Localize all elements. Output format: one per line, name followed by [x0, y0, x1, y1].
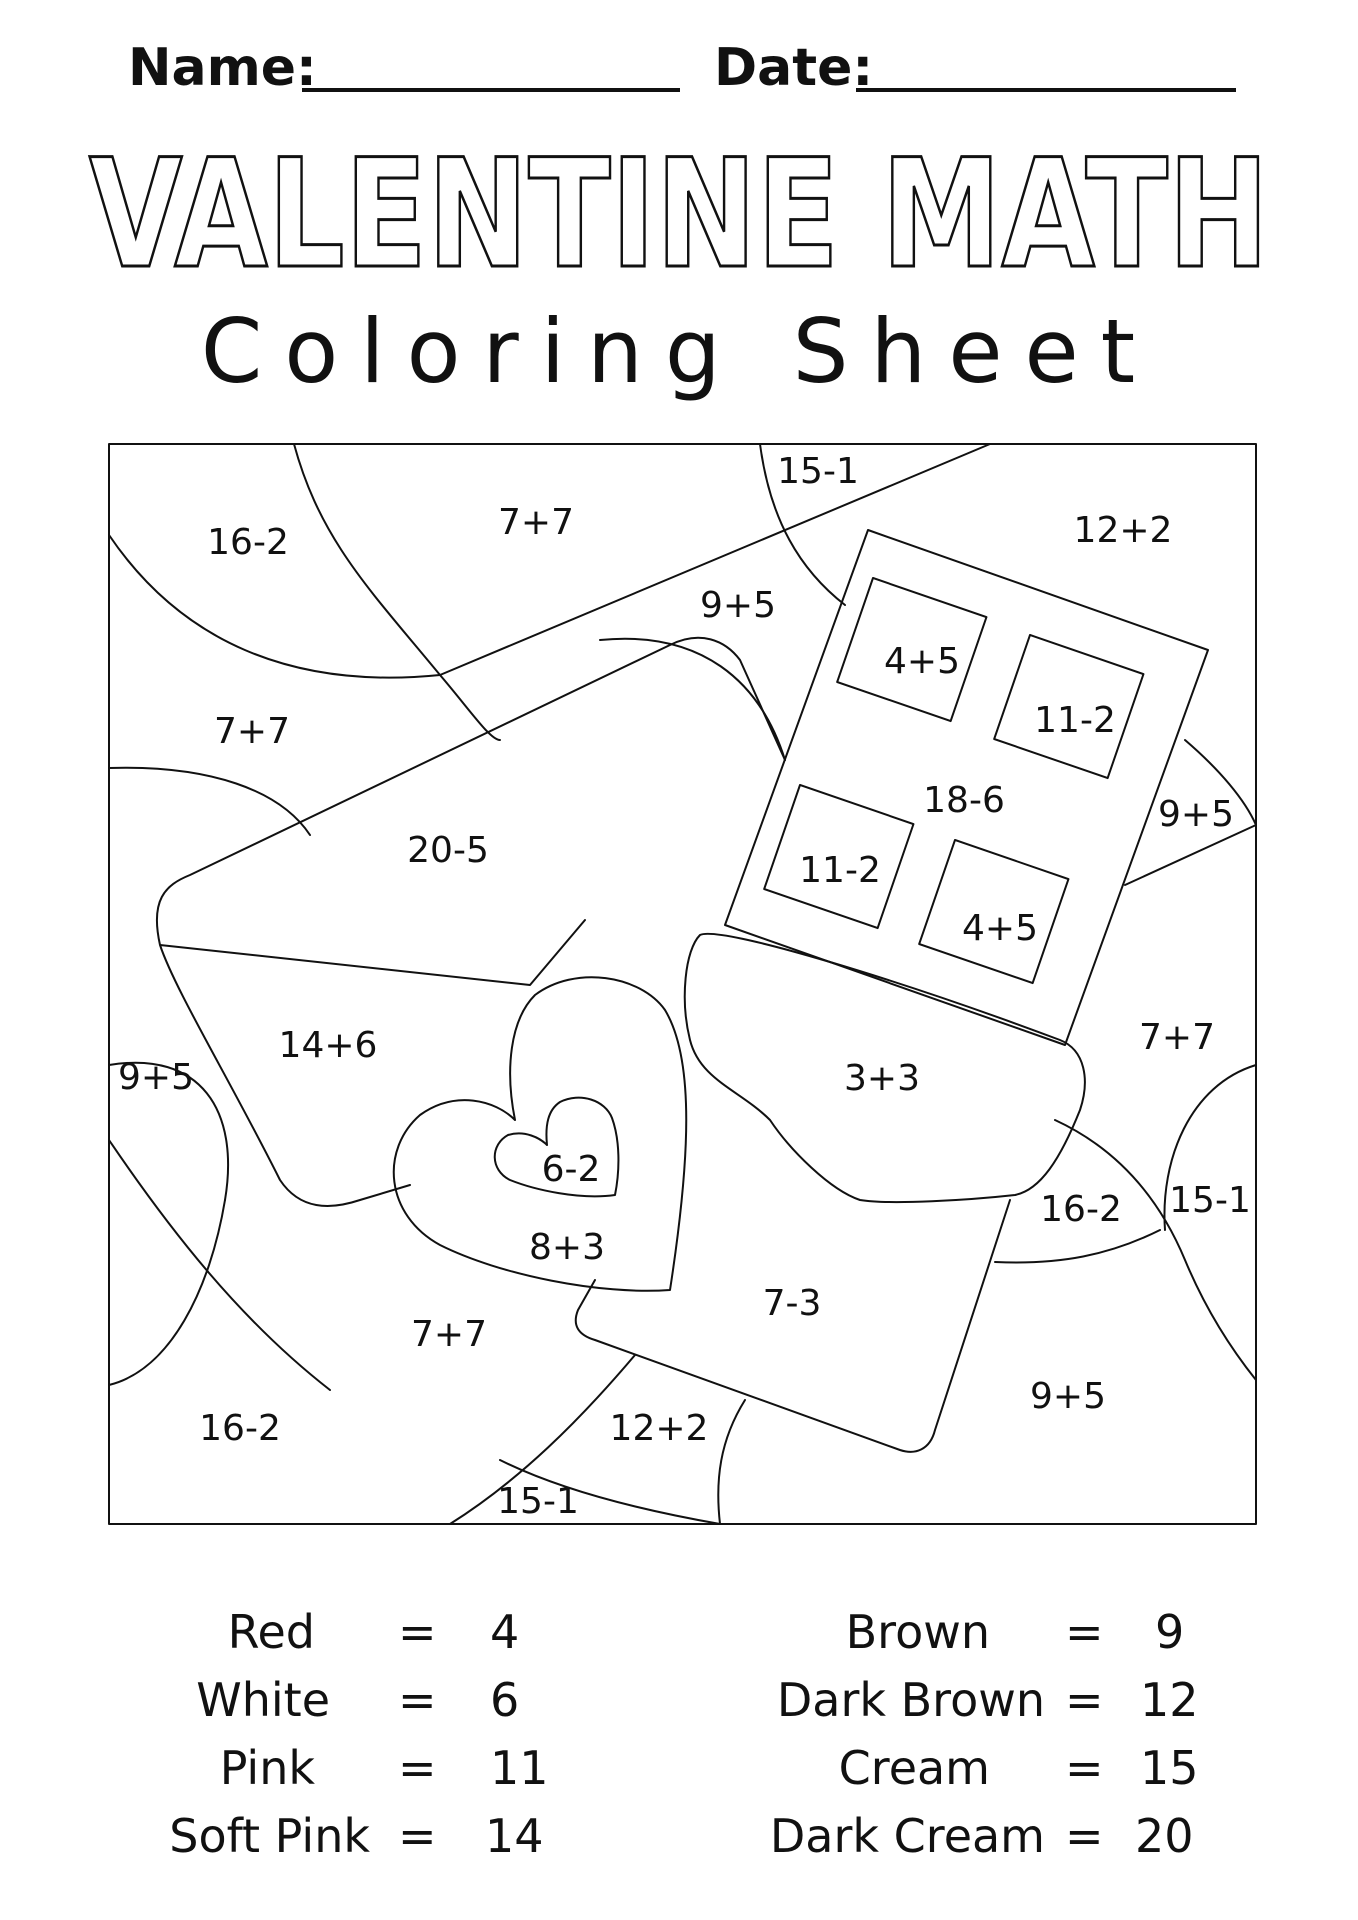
legend-value: 11 [490, 1741, 549, 1795]
region-equation: 16-2 [1040, 1189, 1122, 1230]
legend-item [0, 1673, 1358, 1733]
legend-color: White [196, 1673, 330, 1727]
region-equation: 9+5 [1030, 1376, 1106, 1417]
page-subtitle: Coloring Sheet [200, 300, 1158, 403]
legend-value: 15 [1140, 1741, 1199, 1795]
region-line [1055, 1120, 1256, 1380]
legend-value: 20 [1135, 1809, 1194, 1863]
region-equation: 16-2 [207, 522, 289, 563]
legend-equals: = [398, 1673, 437, 1727]
legend-value: 6 [490, 1673, 520, 1727]
region-line [109, 768, 310, 835]
legend-equals: = [398, 1809, 437, 1863]
region-equation: 8+3 [529, 1227, 605, 1268]
legend-color: Soft Pink [169, 1809, 370, 1863]
legend-value: 4 [490, 1605, 520, 1659]
region-equation: 4+5 [962, 908, 1038, 949]
legend-value: 12 [1140, 1673, 1199, 1727]
legend-equals: = [1065, 1673, 1104, 1727]
legend-item [0, 1605, 1358, 1665]
region-equation: 4+5 [884, 641, 960, 682]
region-equation: 16-2 [199, 1408, 281, 1449]
region-line [294, 444, 500, 740]
legend-color: Dark Cream [769, 1809, 1045, 1863]
region-equation: 7+7 [498, 502, 574, 543]
legend-color: Brown [845, 1605, 990, 1659]
region-equation: 15-1 [1169, 1180, 1251, 1221]
legend-color: Pink [219, 1741, 315, 1795]
legend-equals: = [1065, 1605, 1104, 1659]
date-label: Date: [714, 38, 874, 98]
region-equation: 12+2 [1073, 510, 1173, 551]
region-equation: 9+5 [1158, 794, 1234, 835]
region-line [995, 1230, 1160, 1263]
region-equation: 15-1 [777, 451, 859, 492]
region-equation: 9+5 [700, 585, 776, 626]
legend-color: Red [227, 1605, 315, 1659]
legend-value: 9 [1155, 1605, 1185, 1659]
legend-color: Dark Brown [776, 1673, 1045, 1727]
region-equation: 12+2 [609, 1408, 709, 1449]
region-equation: 7+7 [411, 1314, 487, 1355]
legend-equals: = [1065, 1741, 1104, 1795]
region-line [718, 1400, 745, 1524]
region-line [109, 1200, 225, 1385]
region-equation: 18-6 [923, 780, 1005, 821]
region-equation: 7+7 [214, 711, 290, 752]
region-equation: 9+5 [118, 1057, 194, 1098]
legend-color: Cream [838, 1741, 990, 1795]
legend-equals: = [398, 1605, 437, 1659]
region-equation: 20-5 [407, 830, 489, 871]
region-line [109, 1140, 330, 1390]
name-label: Name: [128, 38, 317, 98]
legend-equals: = [1065, 1809, 1104, 1863]
region-equation: 15-1 [497, 1481, 579, 1522]
region-equation: 11-2 [1034, 700, 1116, 741]
legend-value: 14 [485, 1809, 544, 1863]
region-equation: 7-3 [762, 1283, 822, 1324]
region-equation: 3+3 [844, 1058, 920, 1099]
legend-equals: = [398, 1741, 437, 1795]
title-main: VALENTINE MATH [89, 148, 1269, 302]
legend-item [0, 1809, 1358, 1869]
region-equation: 7+7 [1139, 1017, 1215, 1058]
region-equation: 14+6 [278, 1025, 378, 1066]
region-equation: 6-2 [541, 1149, 601, 1190]
legend-item [0, 1741, 1358, 1801]
region-equation: 11-2 [799, 850, 881, 891]
